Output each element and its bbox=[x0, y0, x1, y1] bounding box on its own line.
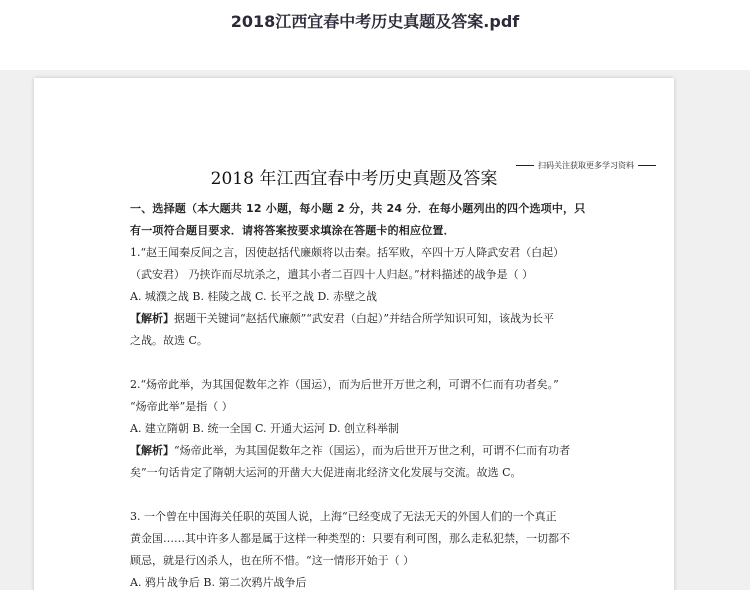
spacer bbox=[130, 484, 590, 506]
question-2-analysis-text: “炀帝此举，为其国促数年之祚（国运），而为后世开万世之利，可谓不仁而有功者 bbox=[174, 444, 571, 457]
question-1-analysis-label: 【解析】 bbox=[130, 312, 174, 325]
document-body bbox=[130, 198, 590, 590]
question-1-analysis-line-2: 之战。故选 C。 bbox=[130, 334, 208, 347]
question-1-options: A. 城濮之战 B. 桂陵之战 C. 长平之战 D. 赤壁之战 bbox=[130, 290, 377, 303]
question-1-analysis-text: 据题干关键词“赵括代廉颇”“武安君（白起）”并结合所学知识可知，该战为长平 bbox=[174, 312, 554, 325]
section-header-line-1: 一、选择题（本大题共 12 小题，每小题 2 分，共 24 分．在每小题列出的四个选项中，只 bbox=[130, 202, 586, 215]
question-2-stem-line-1: 2.“炀帝此举，为其国促数年之祚（国运），而为后世开万世之利，可谓不仁而有功者矣。” bbox=[130, 378, 559, 391]
question-2-stem-line-2: “炀帝此举”是指（ ） bbox=[130, 400, 233, 413]
question-3-stem-line-3: 顾忌，就是行凶杀人，也在所不惜。“这一情形开始于（ ） bbox=[130, 554, 415, 567]
question-2-options: A. 建立隋朝 B. 统一全国 C. 开通大运河 D. 创立科举制 bbox=[130, 422, 399, 435]
watermark-text: 扫码关注获取更多学习资料 bbox=[538, 161, 634, 170]
pdf-page bbox=[34, 78, 674, 590]
section-header-line-2: 有一项符合题目要求．请将答案按要求填涂在答题卡的相应位置． bbox=[130, 224, 455, 237]
question-2-analysis-label: 【解析】 bbox=[130, 444, 174, 457]
question-1-analysis-line-1 bbox=[130, 308, 590, 330]
question-3-options: A. 鸦片战争后 B. 第二次鸦片战争后 bbox=[130, 576, 307, 589]
question-2-analysis-line-1 bbox=[130, 440, 590, 462]
spacer bbox=[130, 352, 590, 374]
question-2-analysis-line-2: 矣”一句话肯定了隋朝大运河的开凿大大促进南北经济文化发展与交流。故选 C。 bbox=[130, 466, 522, 479]
question-3-stem-line-2: 黄金国……其中许多人都是属于这样一种类型的：只要有利可图，那么走私犯禁，一切都不 bbox=[130, 532, 570, 545]
question-1-stem-line-1: 1.“赵王闻秦反间之言，因使赵括代廉颇将以击秦。括军败，卒四十万人降武安君（白起） bbox=[130, 246, 565, 259]
question-3-stem-line-1: 3. 一个曾在中国海关任职的英国人说，上海“已经变成了无法无天的外国人们的一个真正 bbox=[130, 510, 557, 523]
title-bar bbox=[0, 0, 750, 70]
document-heading: 2018 年江西宜春中考历史真题及答案 bbox=[210, 169, 498, 189]
file-title: 2018江西宜春中考历史真题及答案.pdf bbox=[230, 12, 520, 31]
question-1-stem-line-2: （武安君） 乃挟诈而尽坑杀之，遣其小者二百四十人归赵。”材料描述的战争是（ ） bbox=[130, 268, 534, 281]
document-viewer[interactable] bbox=[0, 70, 750, 590]
